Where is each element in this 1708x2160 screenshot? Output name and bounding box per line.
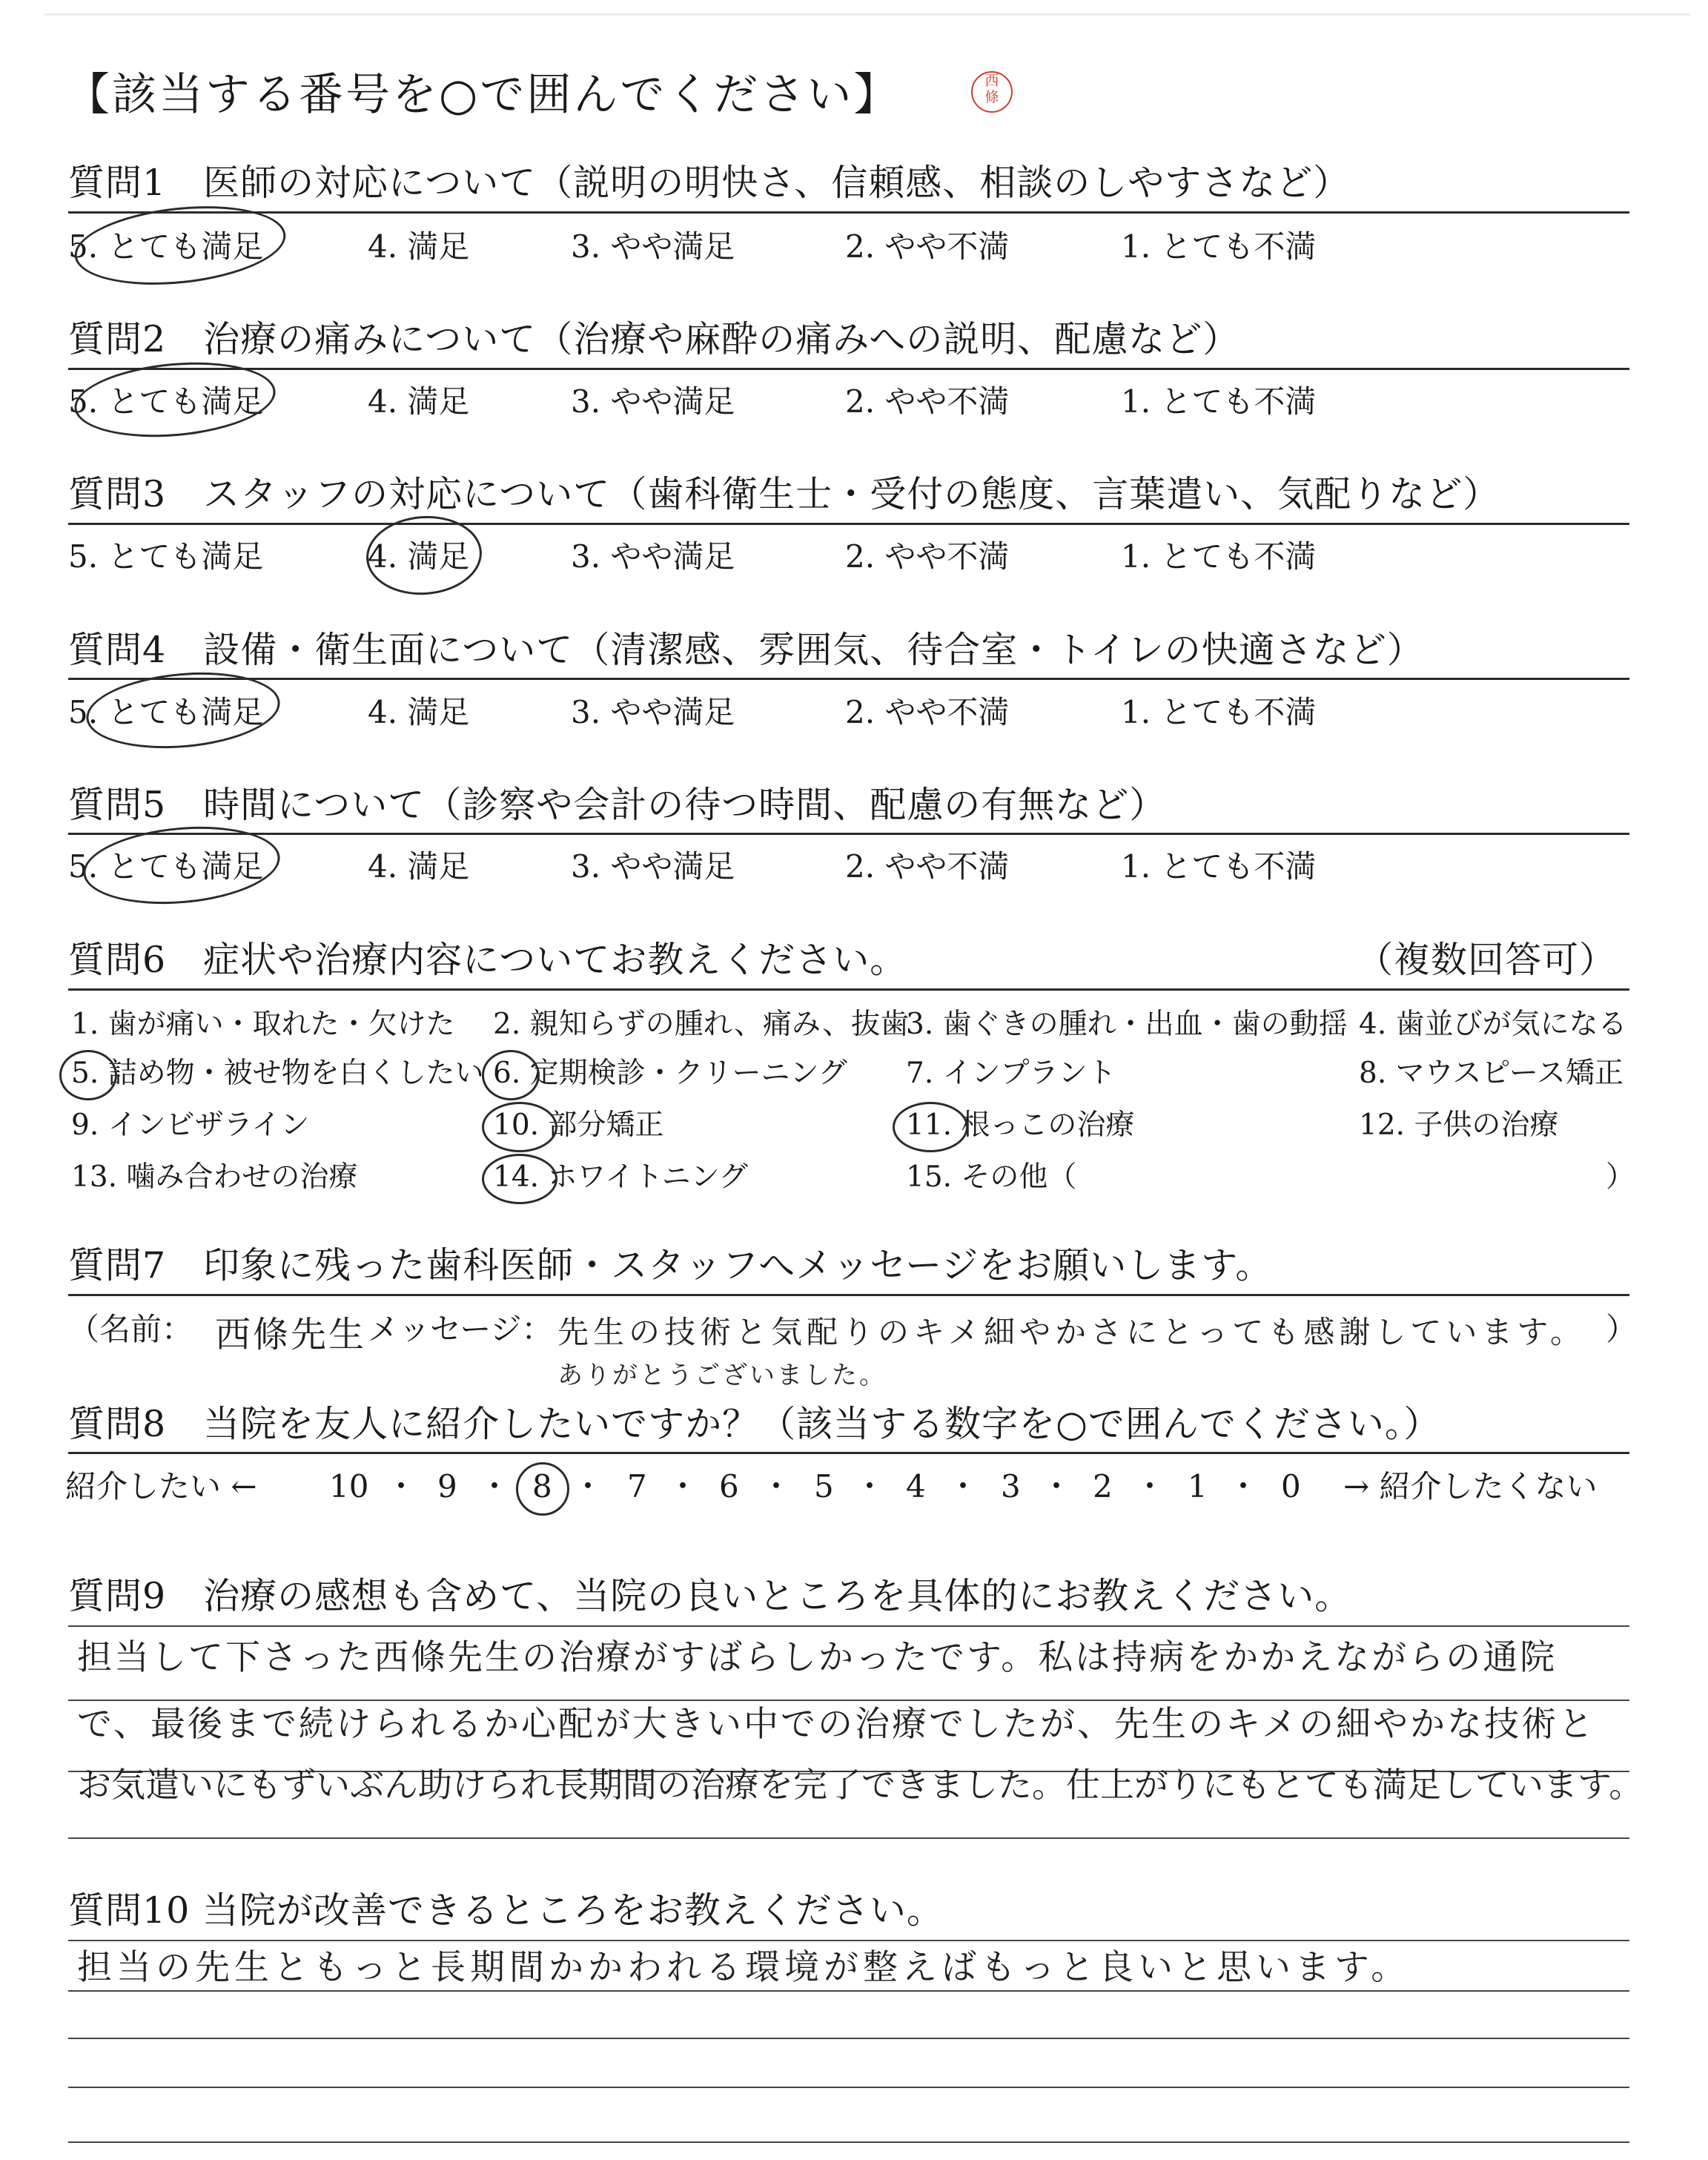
q6-item-14[interactable]: 14. ホワイトニング xyxy=(493,1160,748,1194)
question-7-rule xyxy=(68,1294,1629,1296)
q6-item-5[interactable]: 5. 詰め物・被せ物を白くしたい xyxy=(71,1057,484,1090)
question-6-note: （複数回答可） xyxy=(1357,939,1617,981)
q5-option-1[interactable]: 1. とても不満 xyxy=(1121,848,1317,885)
q8-separator: ・ xyxy=(1228,1468,1260,1505)
q8-scale-8[interactable]: 8 xyxy=(532,1468,552,1505)
q5-option-5[interactable]: 5. とても満足 xyxy=(68,848,264,885)
q9-answer-line-2[interactable]: で、最後まで続けられるか心配が大きい中での治療でしたが、先生のキメの細やかな技術と xyxy=(77,1704,1596,1745)
q7-name-value[interactable]: 西條先生 xyxy=(215,1314,367,1355)
q8-separator: ・ xyxy=(572,1468,604,1505)
question-7-title: 質問7 印象に残った歯科医師・スタッフへメッセージをお願いします。 xyxy=(68,1244,1273,1287)
q1-option-4[interactable]: 4. 満足 xyxy=(368,228,470,265)
q2-option-1[interactable]: 1. とても不満 xyxy=(1121,383,1317,420)
q5-option-3[interactable]: 3. やや満足 xyxy=(571,848,735,885)
seal-char-2: 條 xyxy=(984,89,999,105)
q10-answer-line-1[interactable]: 担当の先生ともっと長期間かかわれる環境が整えばもっと良いと思います。 xyxy=(77,1947,1411,1988)
q8-left-label: 紹介したい ← xyxy=(65,1468,257,1505)
q9-answer-line-3[interactable]: お気遣いにもずいぶん助けられ長期間の治療を完了できました。仕上がりにもとても満足しています。 xyxy=(77,1765,1644,1805)
q6-item-10[interactable]: 10. 部分矯正 xyxy=(493,1109,664,1142)
q4-option-2[interactable]: 2. やや不満 xyxy=(845,694,1010,730)
q7-name-label: （名前： xyxy=(68,1311,193,1347)
q1-option-3[interactable]: 3. やや満足 xyxy=(571,228,735,265)
q8-scale-6[interactable]: 6 xyxy=(719,1468,739,1505)
q8-separator: ・ xyxy=(1041,1468,1073,1505)
q1-option-1[interactable]: 1. とても不満 xyxy=(1121,228,1317,265)
q8-scale-2[interactable]: 2 xyxy=(1093,1468,1113,1505)
question-6-rule xyxy=(68,988,1629,991)
q8-separator: ・ xyxy=(667,1468,699,1505)
q9-answer-line-1[interactable]: 担当して下さった西條先生の治療がすばらしかったです。私は持病をかかえながらの通院 xyxy=(77,1637,1558,1678)
q6-selection-circle-10 xyxy=(482,1102,557,1152)
question-2-title: 質問2 治療の痛みについて（治療や麻酔の痛みへの説明、配慮など） xyxy=(68,318,1240,360)
q2-option-5[interactable]: 5. とても満足 xyxy=(68,383,264,420)
q3-selection-circle xyxy=(363,512,484,599)
question-10-title: 質問10 当院が改善できるところをお教えください。 xyxy=(68,1889,944,1932)
q6-item-4[interactable]: 4. 歯並びが気になる xyxy=(1359,1008,1627,1041)
q10-line-5 xyxy=(68,2141,1629,2143)
question-8-title: 質問8 当院を友人に紹介したいですか？（該当する数字を○で囲んでください。） xyxy=(68,1403,1441,1445)
q8-scale-0[interactable]: 0 xyxy=(1281,1468,1301,1505)
q5-option-2[interactable]: 2. やや不満 xyxy=(845,848,1010,885)
q6-selection-circle-11 xyxy=(893,1102,968,1152)
q8-scale-10[interactable]: 10 xyxy=(329,1468,369,1505)
q10-line-2 xyxy=(68,1990,1629,1992)
q8-scale-4[interactable]: 4 xyxy=(906,1468,926,1505)
q3-option-2[interactable]: 2. やや不満 xyxy=(845,538,1010,575)
page-title: 【該当する番号を○で囲んでください】 xyxy=(65,69,901,121)
q2-option-2[interactable]: 2. やや不満 xyxy=(845,383,1010,420)
question-1-title: 質問1 医師の対応について（説明の明快さ、信頼感、相談のしやすさなど） xyxy=(68,162,1351,204)
q5-option-4[interactable]: 4. 満足 xyxy=(368,848,470,885)
q1-option-5[interactable]: 5. とても満足 xyxy=(68,228,264,265)
q8-separator: ・ xyxy=(947,1468,979,1505)
q8-right-label: → 紹介したくない xyxy=(1343,1468,1598,1505)
q6-item-6[interactable]: 6. 定期検診・クリーニング xyxy=(493,1057,847,1090)
question-9-title: 質問9 治療の感想も含めて、当院の良いところを具体的にお教えください。 xyxy=(68,1575,1352,1617)
q8-separator: ・ xyxy=(385,1468,417,1505)
q7-message-line-2[interactable]: ありがとうございました。 xyxy=(557,1361,887,1390)
q9-line-1 xyxy=(68,1625,1629,1627)
seal-stamp xyxy=(971,71,1013,113)
question-2-rule xyxy=(68,368,1629,370)
q10-line-3 xyxy=(68,2038,1629,2039)
question-5-rule xyxy=(68,833,1629,835)
q6-item-7[interactable]: 7. インプラント xyxy=(906,1057,1116,1090)
question-6-title: 質問6 症状や治療内容についてお教えください。 xyxy=(68,939,907,981)
q10-line-4 xyxy=(68,2087,1629,2088)
question-4-title: 質問4 設備・衛生面について（清潔感、雰囲気、待合室・トイレの快適さなど） xyxy=(68,629,1424,671)
q6-item-8[interactable]: 8. マウスピース矯正 xyxy=(1359,1057,1623,1090)
q6-other-close-paren: ） xyxy=(1606,1160,1635,1194)
q6-selection-circle-14 xyxy=(482,1154,557,1204)
q3-option-4[interactable]: 4. 満足 xyxy=(368,538,470,575)
q2-option-3[interactable]: 3. やや満足 xyxy=(571,383,735,420)
q7-message-label: メッセージ： xyxy=(368,1311,553,1347)
q6-item-2[interactable]: 2. 親知らずの腫れ、痛み、抜歯 xyxy=(493,1008,910,1041)
q8-separator: ・ xyxy=(479,1468,511,1505)
q8-scale-9[interactable]: 9 xyxy=(437,1468,457,1505)
q7-message-line-1[interactable]: 先生の技術と気配りのキメ細やかさにとっても感謝しています。 xyxy=(557,1314,1586,1350)
q6-item-15[interactable]: 15. その他（ xyxy=(906,1160,1077,1194)
q1-option-2[interactable]: 2. やや不満 xyxy=(845,228,1010,265)
q6-item-13[interactable]: 13. 噛み合わせの治療 xyxy=(71,1160,358,1194)
q8-scale-5[interactable]: 5 xyxy=(814,1468,834,1505)
question-3-rule xyxy=(68,523,1629,525)
question-4-rule xyxy=(68,678,1629,680)
q6-item-12[interactable]: 12. 子供の治療 xyxy=(1359,1109,1559,1142)
q6-selection-circle-5 xyxy=(59,1050,117,1100)
q6-selection-circle-6 xyxy=(482,1050,540,1100)
seal-char-1: 西 xyxy=(984,73,999,89)
q3-option-5[interactable]: 5. とても満足 xyxy=(68,538,264,575)
q6-item-11[interactable]: 11. 根っこの治療 xyxy=(906,1109,1135,1142)
q8-scale-3[interactable]: 3 xyxy=(1001,1468,1021,1505)
scan-top-edge xyxy=(44,13,1690,16)
q9-line-2 xyxy=(68,1700,1629,1701)
question-1-rule xyxy=(68,211,1629,214)
q8-separator: ・ xyxy=(1134,1468,1166,1505)
q4-option-1[interactable]: 1. とても不満 xyxy=(1121,694,1317,730)
q6-item-9[interactable]: 9. インビザライン xyxy=(71,1109,310,1142)
q9-line-4 xyxy=(68,1837,1629,1839)
q2-option-4[interactable]: 4. 満足 xyxy=(368,383,470,420)
question-8-rule xyxy=(68,1452,1629,1454)
question-5-title: 質問5 時間について（診察や会計の待つ時間、配慮の有無など） xyxy=(68,784,1167,826)
q8-separator: ・ xyxy=(854,1468,886,1505)
q4-option-5[interactable]: 5. とても満足 xyxy=(68,694,264,730)
q8-scale-1[interactable]: 1 xyxy=(1188,1468,1208,1505)
q3-option-1[interactable]: 1. とても不満 xyxy=(1121,538,1317,575)
q4-option-4[interactable]: 4. 満足 xyxy=(368,694,470,730)
q8-selection-circle xyxy=(516,1462,569,1516)
q6-item-1[interactable]: 1. 歯が痛い・取れた・欠けた xyxy=(71,1008,455,1041)
q10-line-1 xyxy=(68,1940,1629,1941)
q3-option-3[interactable]: 3. やや満足 xyxy=(571,538,735,575)
q7-close-paren: ） xyxy=(1606,1311,1638,1347)
q8-separator: ・ xyxy=(761,1468,792,1505)
q4-option-3[interactable]: 3. やや満足 xyxy=(571,694,735,730)
q8-scale-7[interactable]: 7 xyxy=(627,1468,647,1505)
question-3-title: 質問3 スタッフの対応について（歯科衛生士・受付の態度、言葉遣い、気配りなど） xyxy=(68,473,1500,515)
q6-item-3[interactable]: 3. 歯ぐきの腫れ・出血・歯の動揺 xyxy=(906,1008,1348,1041)
